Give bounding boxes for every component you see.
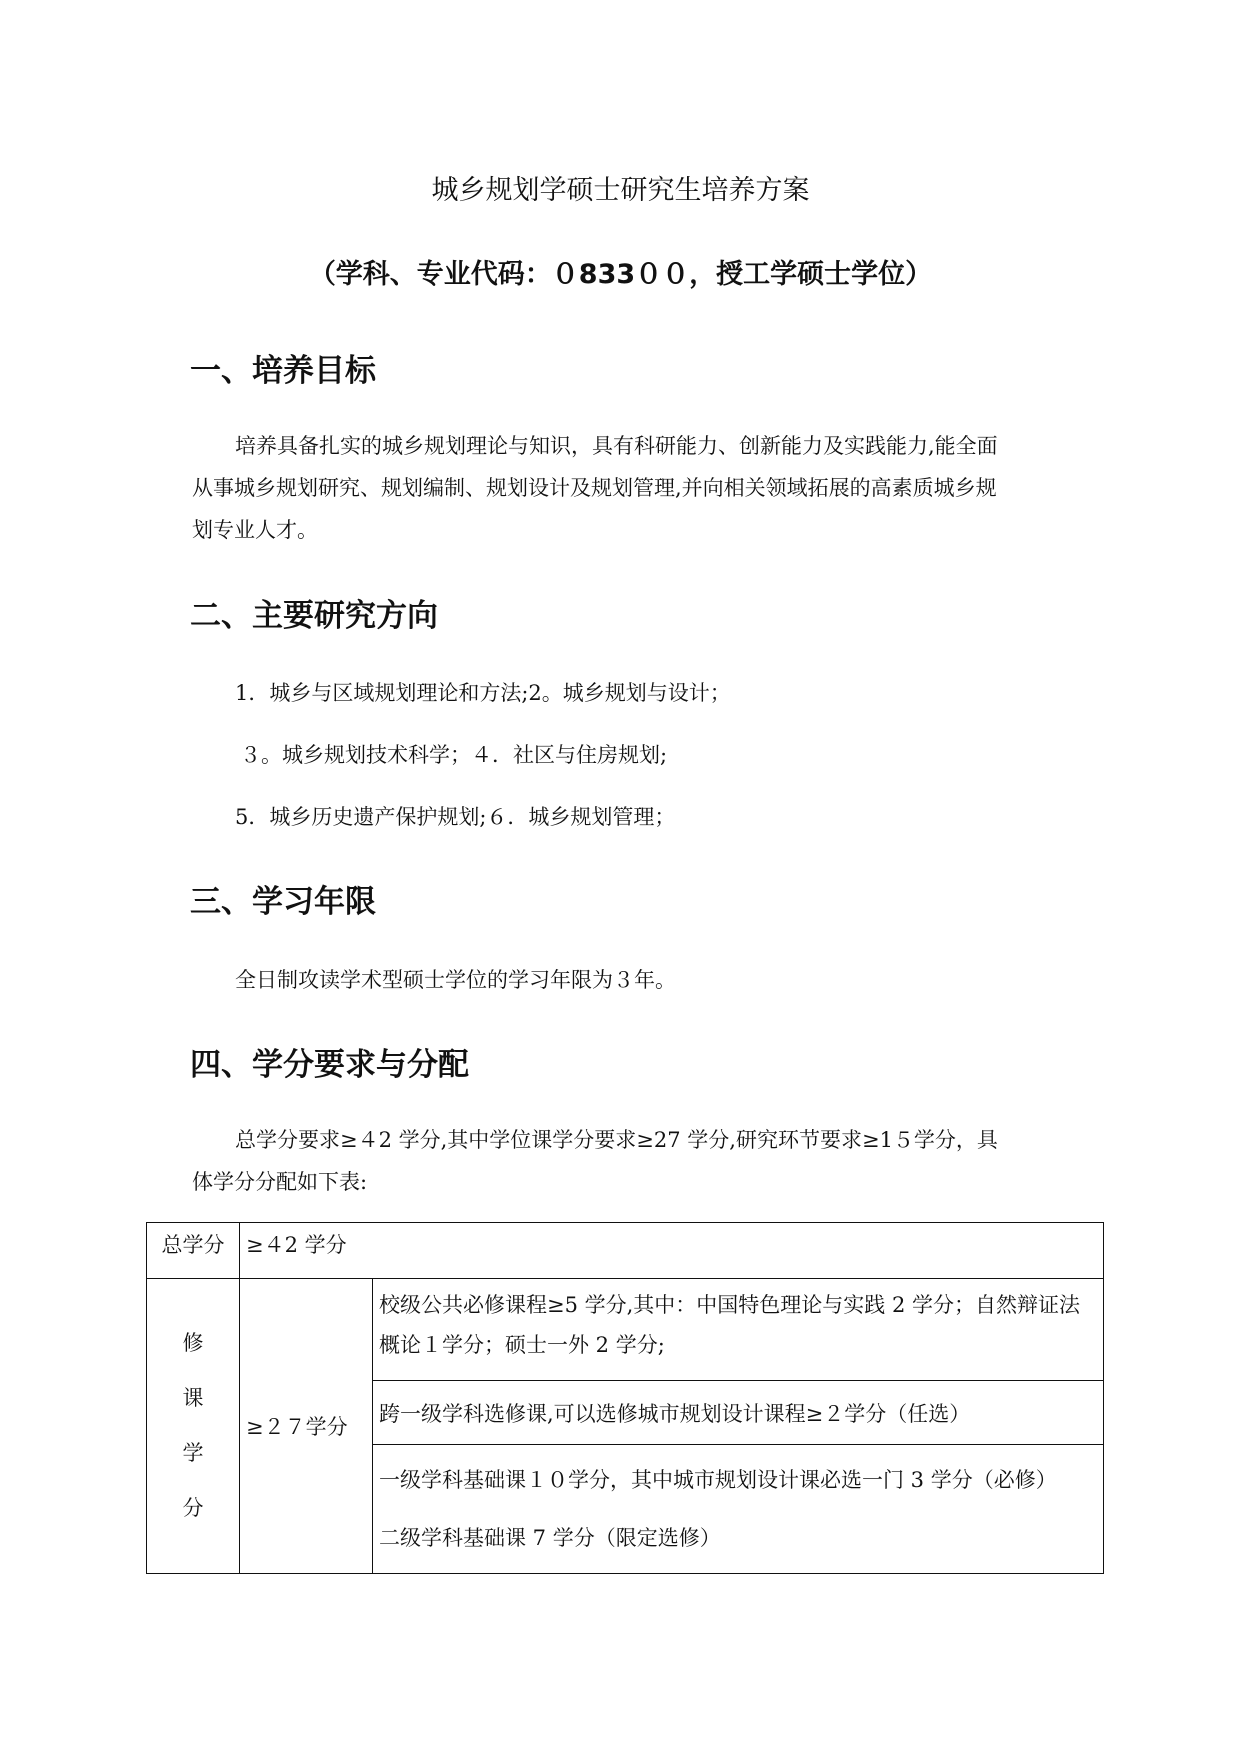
cell-line: 二级学科基础课 7 学分（限定选修） [379,1526,721,1550]
label-char: 课 [182,1386,204,1410]
paragraph-line: 总学分要求≥４2 学分,其中学位课学分要求≥27 学分,研究环节要求≥1５学分，具 [235,1128,998,1152]
label-char: 分 [182,1496,204,1520]
section-heading: 二、主要研究方向 [190,598,438,634]
paragraph-line: 划专业人才。 [192,518,318,542]
section-heading: 三、学习年限 [190,884,376,920]
list-item: 5．城乡历史遗产保护规划;６．城乡规划管理； [235,805,676,829]
label-char: 修 [182,1331,204,1355]
paragraph-line: 体学分分配如下表: [192,1170,368,1194]
course-credit-label [147,1279,240,1574]
paragraph-line: 培养具备扎实的城乡规划理论与知识，具有科研能力、创新能力及实践能力,能全面 [235,434,998,458]
paragraph-line: 全日制攻读学术型硕士学位的学习年限为３年。 [235,968,676,992]
total-label: 总学分 [147,1223,240,1279]
cell-line: 概论１学分；硕士一外 2 学分; [379,1333,665,1357]
table-cell: 跨一级学科选修课,可以选修城市规划设计课程≥２学分（任选） [373,1381,1104,1445]
list-item: 1．城乡与区域规划理论和方法;2。城乡规划与设计； [235,681,731,705]
document-subtitle: （学科、专业代码：０833００，授工学硕士学位） [308,259,933,290]
list-item: ３。城乡规划技术科学；４．社区与住房规划; [240,743,668,767]
cell-line: 一级学科基础课１０学分，其中城市规划设计课必选一门 3 学分（必修） [379,1468,1057,1492]
course-credit-value: ≥２７学分 [240,1279,373,1574]
label-char: 学 [182,1441,204,1465]
total-value: ≥４2 学分 [240,1223,1104,1279]
table-cell [373,1279,1104,1381]
credit-table [146,1222,1104,1574]
paragraph-line: 从事城乡规划研究、规划编制、规划设计及规划管理,并向相关领域拓展的高素质城乡规 [192,476,997,500]
section-heading: 一、培养目标 [190,353,376,389]
table-cell [373,1445,1104,1574]
cell-line: 校级公共必修课程≥5 学分,其中：中国特色理论与实践 2 学分；自然辩证法 [379,1293,1081,1317]
section-heading: 四、学分要求与分配 [190,1047,469,1083]
document-title: 城乡规划学硕士研究生培养方案 [431,175,810,206]
